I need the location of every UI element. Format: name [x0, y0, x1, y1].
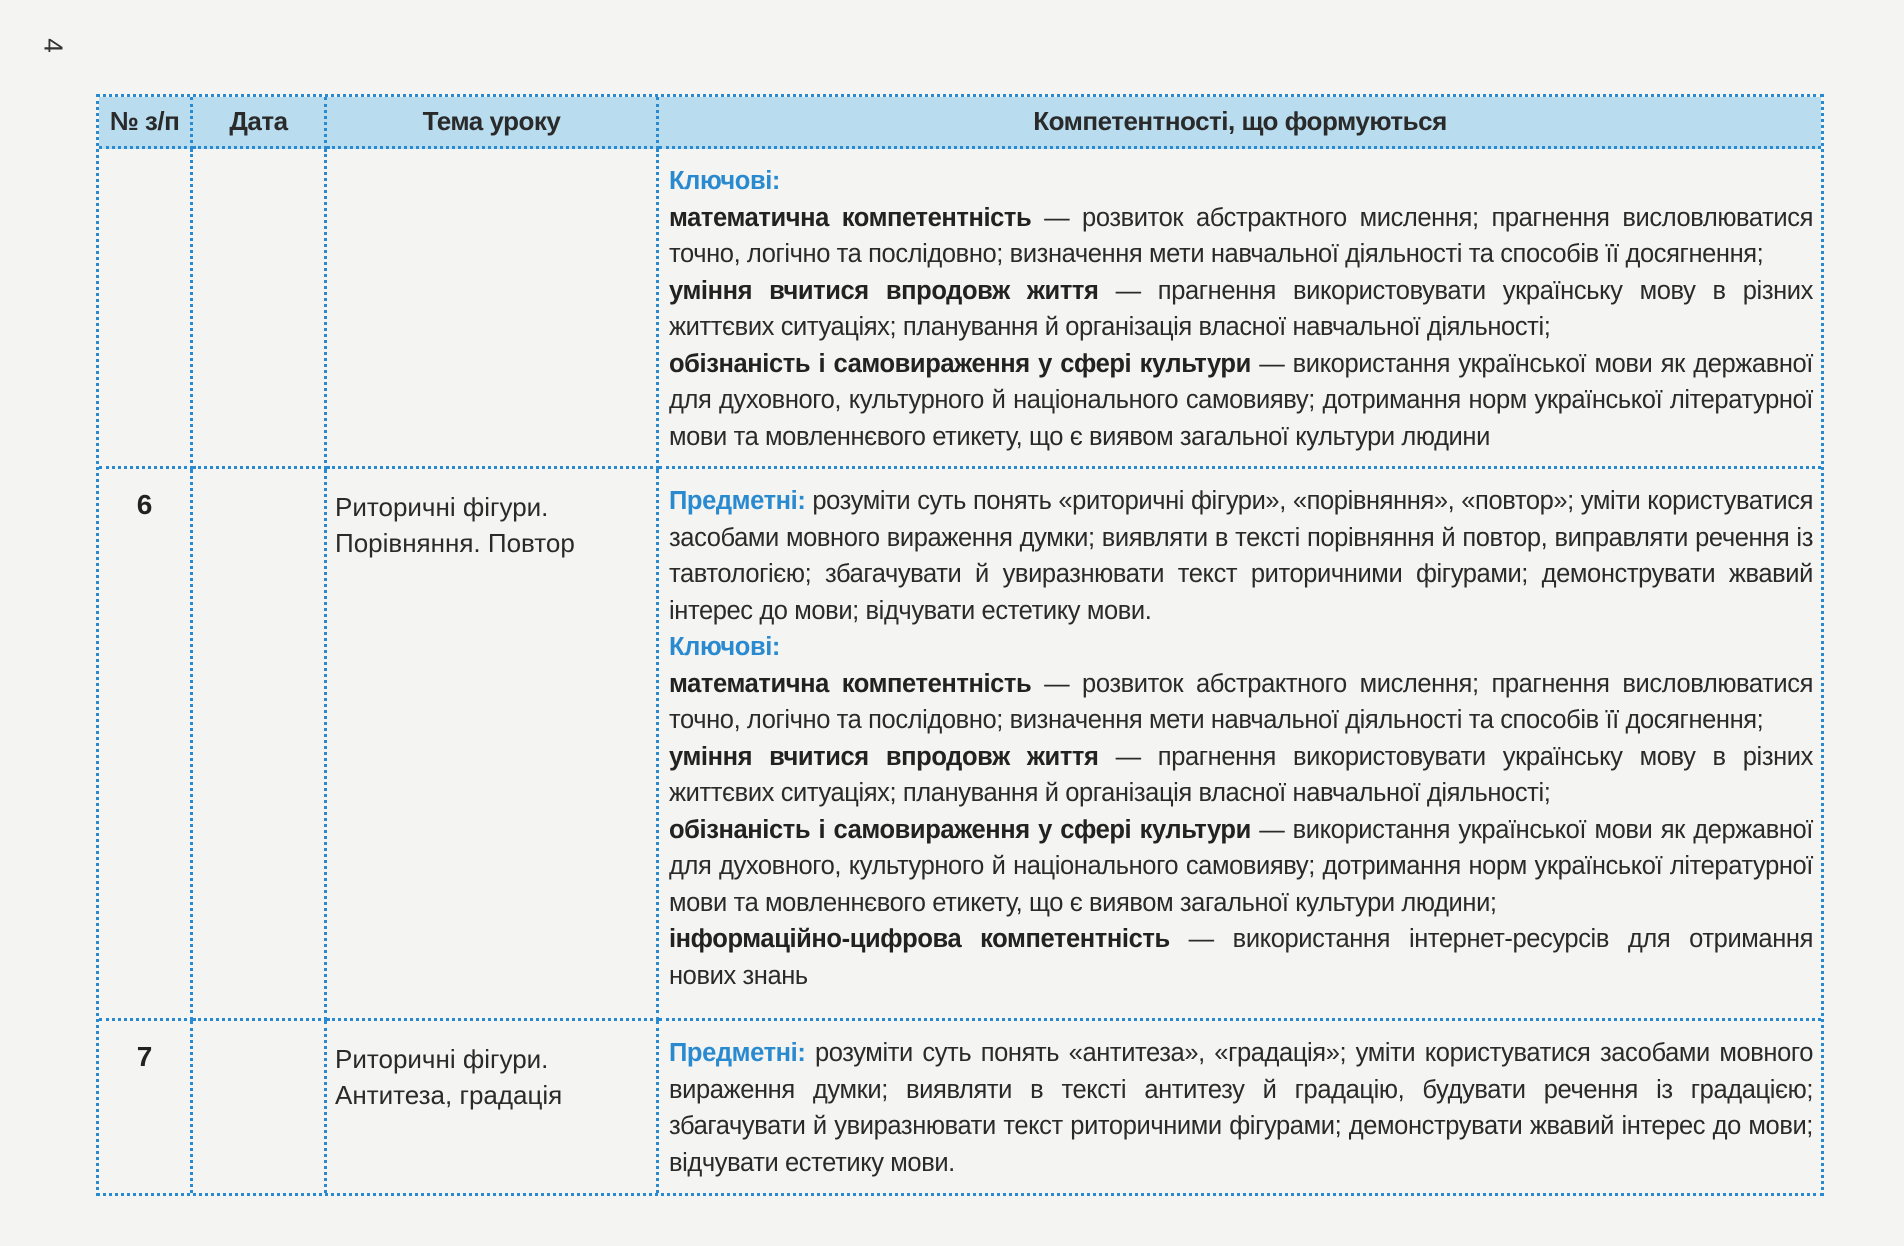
subject-label: Предметні: [669, 487, 806, 515]
header-date: Дата [193, 97, 327, 149]
learning-desc: — прагнення використовувати українську мову в різних життєвих ситуаціях; планування й організація власної навчальної діяльності; [669, 742, 1813, 807]
header-topic: Тема уроку [327, 97, 659, 149]
row7-topic: Риторичні фігури. Антитеза, градація [327, 1021, 659, 1193]
row6-date [193, 469, 327, 1021]
row0-competencies [659, 149, 1821, 469]
key-label: Ключові: [669, 167, 781, 195]
math-desc: — розвиток абстрактного мислення; прагнення висловлюватися точно, логічно та послідовно; визначення мети навчальної діяльності та способів її досягнення; [669, 669, 1814, 734]
row6-competencies [659, 469, 1821, 1021]
row7-num: 7 [99, 1021, 193, 1193]
lesson-plan-table [96, 94, 1824, 1196]
math-term: математична компетентність [669, 669, 1032, 698]
page-number: 4 [38, 38, 69, 53]
culture-desc: — використання української мови як державної для духовного, культурного й національного самовияву; дотримання норм української літературної мови та мовленнєвого етикету, що є виявом загальної культури людини; [669, 815, 1813, 917]
row0-date [193, 149, 327, 469]
digital-desc: — використання інтернет-ресурсів для отримання нових знань [669, 925, 1813, 990]
learning-term: уміння вчитися впродовж життя [669, 742, 1099, 771]
math-desc: — розвиток абстрактного мислення; прагнення висловлюватися точно, логічно та послідовно; визначення мети навчальної діяльності та способів її досягнення; [669, 203, 1814, 268]
header-competencies: Компетентності, що формуються [659, 97, 1821, 149]
learning-term: уміння вчитися впродовж життя [669, 276, 1099, 305]
culture-term: обізнаність і самовираження у сфері культури [669, 349, 1251, 378]
row6-topic: Риторичні фігури. Порівняння. Повтор [327, 469, 659, 1021]
row0-topic [327, 149, 659, 469]
culture-term: обізнаність і самовираження у сфері культури [669, 815, 1251, 844]
row7-date [193, 1021, 327, 1193]
row6-num: 6 [99, 469, 193, 1021]
row7-competencies [659, 1021, 1821, 1193]
culture-desc: — використання української мови як державної для духовного, культурного й національного самовияву; дотримання норм української літературної мови та мовленнєвого етикету, що є виявом загальної культури людини [669, 349, 1813, 451]
key-label: Ключові: [669, 633, 781, 661]
row6-subject-text: розуміти суть понять «риторичні фігури», «порівняння», «повтор»; уміти користуватися засобами мовного вираження думки; виявляти в тексті порівняння й повтор, виправляти речення із тавтологією; збагачувати й увиразнювати текст риторичними фігурами; демонструвати жвавий інтерес до мови; відчувати естетику мови. [669, 487, 1813, 625]
digital-term: інформаційно-цифрова компетентність [669, 925, 1170, 953]
math-term: математична компетентність [669, 203, 1032, 232]
header-num: № з/п [99, 97, 193, 149]
row7-subject-text: розуміти суть понять «антитеза», «градація»; уміти користуватися засобами мовного вираження думки; виявляти в тексті антитезу й градацію, будувати речення із градацією; збагачувати й увиразнювати текст риторичними фігурами; демонструвати жвавий інтерес до мови; відчувати естетику мови. [669, 1039, 1813, 1177]
row0-num [99, 149, 193, 469]
learning-desc: — прагнення використовувати українську мову в різних життєвих ситуаціях; планування й організація власної навчальної діяльності; [669, 276, 1813, 341]
subject-label: Предметні: [669, 1039, 806, 1067]
